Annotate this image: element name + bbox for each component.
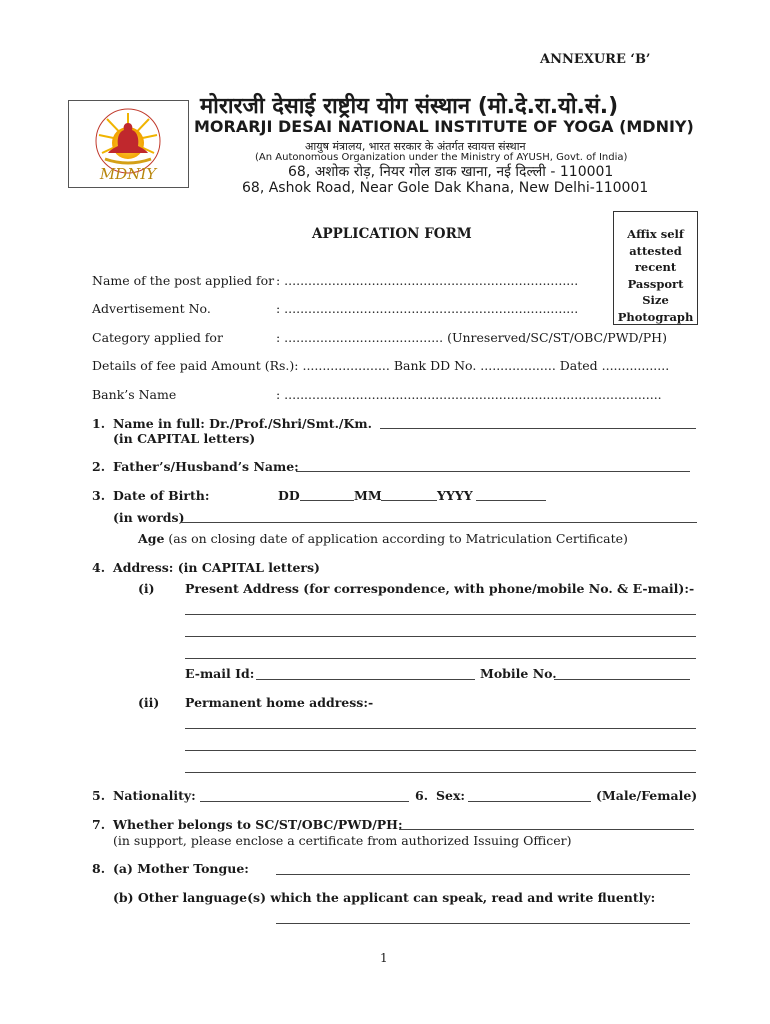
fee-details-line[interactable]: Details of fee paid Amount (Rs.): ...................... Bank DD No. ................... Dated ................. bbox=[92, 358, 670, 373]
q3-label: Date of Birth: bbox=[113, 488, 210, 503]
advertisement-label: Advertisement No. bbox=[92, 301, 211, 316]
sex-label: Sex: bbox=[436, 788, 466, 803]
dob-dd-input[interactable] bbox=[300, 500, 354, 501]
q6-number: 6. bbox=[415, 788, 429, 803]
mobile-input[interactable] bbox=[554, 679, 690, 680]
q4-ii-number: (ii) bbox=[138, 695, 160, 710]
q5-number: 5. bbox=[92, 788, 106, 803]
mother-tongue-label: (a) Mother Tongue: bbox=[113, 861, 249, 876]
institute-english-title: MORARJI DESAI NATIONAL INSTITUTE OF YOGA (MDNIY) bbox=[194, 117, 694, 136]
q7-number: 7. bbox=[92, 817, 106, 832]
category-label: Category applied for bbox=[92, 330, 223, 345]
permanent-address-line[interactable] bbox=[185, 728, 696, 729]
bank-input[interactable]: : ............................................................................................... bbox=[276, 387, 662, 402]
dob-yyyy-label: YYYY bbox=[437, 488, 473, 503]
nationality-input[interactable] bbox=[200, 801, 409, 802]
permanent-address-line[interactable] bbox=[185, 772, 696, 773]
email-input[interactable] bbox=[256, 679, 475, 680]
category-belongs-label: Whether belongs to SC/ST/OBC/PWD/PH: bbox=[113, 817, 403, 832]
post-input[interactable]: : .......................................................................... bbox=[276, 273, 579, 288]
q1-sublabel: (in CAPITAL letters) bbox=[113, 431, 256, 446]
annexure-label: ANNEXURE ‘B’ bbox=[540, 52, 651, 67]
page-number: 1 bbox=[380, 951, 388, 965]
name-input-line[interactable] bbox=[380, 428, 696, 429]
dob-dd-label: DD bbox=[278, 488, 300, 503]
photo-box-line: recent bbox=[634, 260, 677, 274]
nationality-label: Nationality: bbox=[113, 788, 196, 803]
mother-tongue-input[interactable] bbox=[276, 874, 690, 875]
dob-mm-input[interactable] bbox=[381, 500, 437, 501]
dob-mm-label: MM bbox=[354, 488, 382, 503]
q2-label: Father’s/Husband’s Name: bbox=[113, 459, 299, 474]
logo-emblem-icon bbox=[69, 101, 188, 187]
bank-label: Bank’s Name bbox=[92, 387, 177, 402]
permanent-address-label: Permanent home address:- bbox=[185, 695, 374, 710]
photo-box-line: Photograph bbox=[617, 309, 694, 324]
other-languages-label: (b) Other language(s) which the applicant can speak, read and write fluently: bbox=[113, 890, 656, 905]
dob-in-words-label: (in words) bbox=[113, 510, 185, 525]
q4-i-number: (i) bbox=[138, 581, 155, 596]
category-input[interactable]: : ........................................ (Unreserved/SC/ST/OBC/PWD/PH) bbox=[276, 330, 667, 345]
hindi-address: 68, अशोक रोड़, नियर गोल डाक खाना, नई दिल्ली - 110001 bbox=[288, 164, 614, 180]
q4-label: Address: (in CAPITAL letters) bbox=[113, 560, 320, 575]
mobile-label: Mobile No. bbox=[480, 666, 557, 681]
other-languages-input[interactable] bbox=[276, 923, 690, 924]
sex-options: (Male/Female) bbox=[596, 788, 698, 803]
sex-input[interactable] bbox=[468, 801, 591, 802]
q3-number: 3. bbox=[92, 488, 106, 503]
q8-number: 8. bbox=[92, 861, 106, 876]
q2-number: 2. bbox=[92, 459, 106, 474]
present-address-label: Present Address (for correspondence, with phone/mobile No. & E-mail):- bbox=[185, 581, 695, 596]
photograph-box[interactable] bbox=[613, 211, 698, 325]
category-belongs-input[interactable] bbox=[399, 829, 694, 830]
logo-text: MDNIY bbox=[99, 165, 157, 183]
q1-label: Name in full: Dr./Prof./Shri/Smt./Km. bbox=[113, 416, 372, 431]
email-label: E-mail Id: bbox=[185, 666, 255, 681]
q1-number: 1. bbox=[92, 416, 106, 431]
institute-hindi-title: मोरारजी देसाई राष्ट्रीय योग संस्थान (मो.दे.रा.यो.सं.) bbox=[200, 94, 619, 119]
photo-box-line: Passport Size bbox=[627, 276, 684, 307]
form-title: APPLICATION FORM bbox=[312, 226, 472, 242]
age-note bbox=[138, 531, 628, 546]
autonomous-org-text: (An Autonomous Organization under the Ministry of AYUSH, Govt. of India) bbox=[255, 152, 628, 163]
advertisement-input[interactable]: : .......................................................................... bbox=[276, 301, 579, 316]
post-label: Name of the post applied for bbox=[92, 273, 275, 288]
q4-number: 4. bbox=[92, 560, 106, 575]
present-address-line[interactable] bbox=[185, 614, 696, 615]
mdniy-logo bbox=[68, 100, 189, 188]
dob-yyyy-input[interactable] bbox=[476, 500, 546, 501]
age-label: Age bbox=[138, 531, 165, 546]
hindi-subtitle: आयुष मंत्रालय, भारत सरकार के अंतर्गत स्वायत्त संस्थान bbox=[305, 140, 526, 153]
photo-box-line: attested bbox=[629, 243, 682, 258]
english-address: 68, Ashok Road, Near Gole Dak Khana, New Delhi-110001 bbox=[242, 180, 649, 196]
category-certificate-note: (in support, please enclose a certificate from authorized Issuing Officer) bbox=[113, 833, 572, 848]
permanent-address-line[interactable] bbox=[185, 750, 696, 751]
dob-in-words-input[interactable] bbox=[180, 522, 697, 523]
present-address-line[interactable] bbox=[185, 658, 696, 659]
age-note-text: (as on closing date of application according to Matriculation Certificate) bbox=[168, 531, 628, 546]
photo-box-line: Affix self bbox=[627, 227, 684, 241]
present-address-line[interactable] bbox=[185, 636, 696, 637]
father-name-input-line[interactable] bbox=[296, 471, 690, 472]
